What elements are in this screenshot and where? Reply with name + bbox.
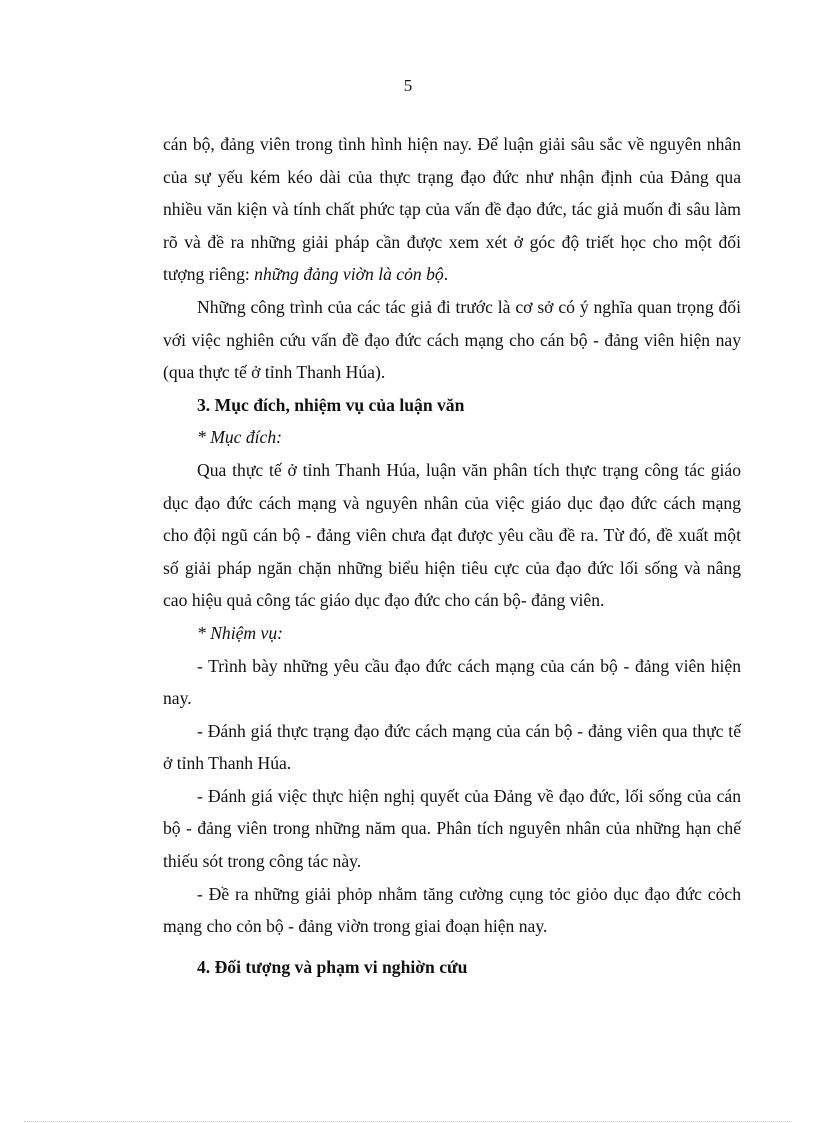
page-number: 5 xyxy=(403,76,413,95)
intro-paragraph-1-text: cán bộ, đảng viên trong tình hình hiện nay. Để luận giải sâu sắc về nguyên nhân của sự yếu kém kéo dài của thực trạng đạo đức như nhận định của Đảng qua nhiều văn kiện và tính chất phức tạp của vấn đề đạo đức, tác giả muốn đi sâu làm rõ và đề ra những giải pháp cần được xem xét ở góc độ triết học cho một đối tượng riêng: xyxy=(163,134,741,285)
page-bottom-rule xyxy=(24,1121,792,1122)
section-3-heading: 3. Mục đích, nhiệm vụ của luận văn xyxy=(197,394,465,415)
section-gap xyxy=(163,943,741,951)
intro-paragraph-1 xyxy=(163,128,741,291)
intro-paragraph-1-end: . xyxy=(443,264,449,285)
purpose-paragraph: Qua thực tế ở tỉnh Thanh Húa, luận văn phân tích thực trạng công tác giáo dục đạo đức cách mạng và nguyên nhân của việc giáo dục đạo đức cách mạng cho đội ngũ cán bộ - đảng viên chưa đạt được yêu cầu đề ra. Từ đó, đề xuất một số giải pháp ngăn chặn những biểu hiện tiêu cực của đạo đức lối sống và nâng cao hiệu quả công tác giáo dục đạo đức cho cán bộ- đảng viên. xyxy=(163,459,741,611)
tasks-label: * Nhiệm vụ: xyxy=(197,622,283,643)
intro-paragraph-2: Những công trình của các tác giả đi trước là cơ sở có ý nghĩa quan trọng đối với việc nghiên cứu vấn đề đạo đức cách mạng cho cán bộ - đảng viên hiện nay (qua thực tế ở tỉnh Thanh Húa). xyxy=(163,296,741,383)
purpose-label: * Mục đích: xyxy=(197,427,283,448)
body-text xyxy=(163,128,741,983)
task-item-2: - Đánh giá thực trạng đạo đức cách mạng của cán bộ - đảng viên qua thực tế ở tỉnh Thanh Húa. xyxy=(163,720,741,774)
task-item-4: - Đề ra những giải phỏp nhằm tăng cường cụng tỏc giỏo dục đạo đức cỏch mạng cho cỏn bộ - đảng viờn trong giai đoạn hiện nay. xyxy=(163,883,741,937)
task-item-3: - Đánh giá việc thực hiện nghị quyết của Đảng về đạo đức, lối sống của cán bộ - đảng viên trong những năm qua. Phân tích nguyên nhân của những hạn chế thiếu sót trong công tác này. xyxy=(163,785,741,872)
task-item-1: - Trình bày những yêu cầu đạo đức cách mạng của cán bộ - đảng viên hiện nay. xyxy=(163,655,741,709)
intro-paragraph-1-italic: những đảng viờn là cỏn bộ xyxy=(254,264,444,285)
section-4-heading: 4. Đối tượng và phạm vi nghiờn cứu xyxy=(197,956,468,977)
